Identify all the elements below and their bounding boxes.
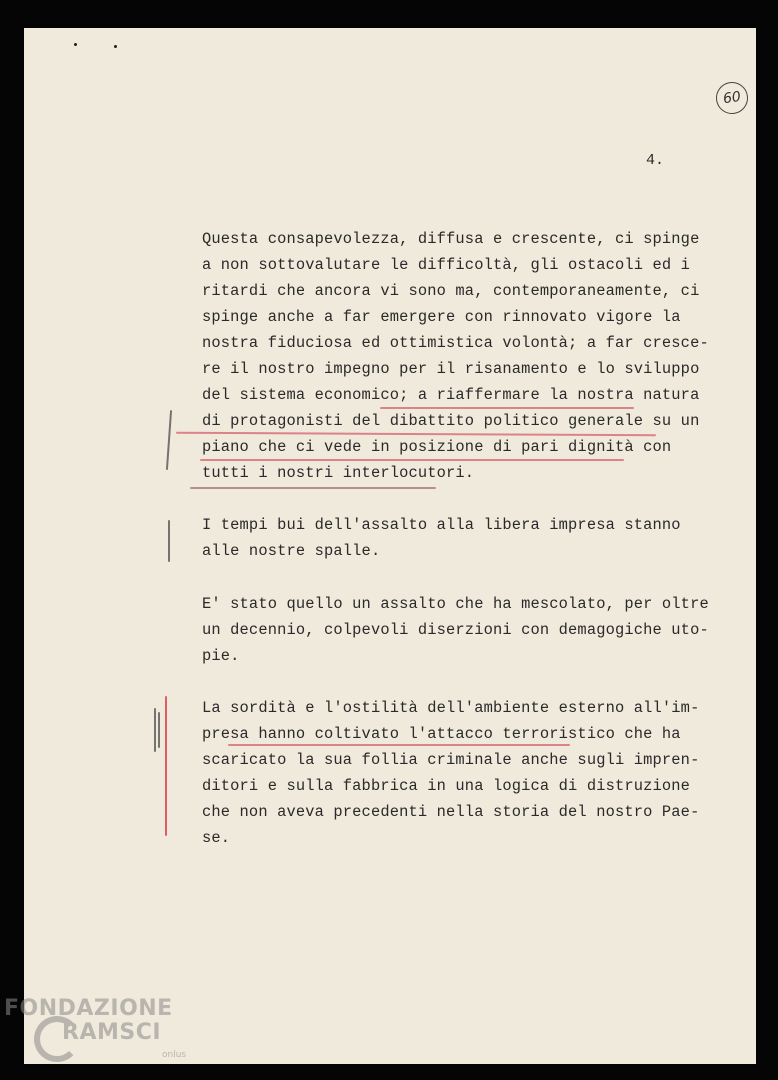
red-underline (200, 459, 624, 461)
pencil-margin-mark (168, 520, 170, 562)
text-line: un decennio, colpevoli diserzioni con demagogiche uto- (202, 621, 709, 639)
text-line: presa hanno coltivato l'attacco terroristico che ha (202, 725, 681, 743)
text-line: Questa consapevolezza, diffusa e crescente, ci spinge (202, 230, 700, 248)
red-margin-line (165, 696, 167, 836)
pencil-margin-mark (154, 708, 156, 752)
watermark-line2: RAMSCI (62, 1020, 162, 1045)
text-line: E' stato quello un assalto che ha mescolato, per oltre (202, 595, 709, 613)
text-line: di protagonisti del dibattito politico generale su un (202, 412, 700, 430)
paper-speck (114, 45, 117, 48)
text-line: La sordità e l'ostilità dell'ambiente esterno all'im- (202, 699, 700, 717)
text-line: re il nostro impegno per il risanamento e lo sviluppo (202, 360, 700, 378)
red-underline (176, 432, 656, 437)
text-line: I tempi bui dell'assalto alla libera impresa stanno (202, 516, 681, 534)
red-underline (228, 744, 570, 746)
pencil-margin-mark (166, 410, 172, 470)
text-line: tutti i nostri interlocutori. (202, 464, 475, 482)
text-line: ritardi che ancora vi sono ma, contemporaneamente, ci (202, 282, 700, 300)
text-line: ditori e sulla fabbrica in una logica di distruzione (202, 777, 691, 795)
text-line: del sistema economico; a riaffermare la nostra natura (202, 386, 700, 404)
watermark-line3: onlus (162, 1050, 187, 1060)
page-number: 4. (646, 152, 665, 169)
text-line: che non aveva precedenti nella storia del nostro Pae- (202, 803, 700, 821)
text-line: alle nostre spalle. (202, 542, 381, 560)
text-line: scaricato la sua follia criminale anche sugli impren- (202, 751, 700, 769)
red-underline (380, 407, 634, 409)
text-line: se. (202, 829, 231, 847)
archive-number-stamp: 60 (714, 80, 750, 116)
text-line: nostra fiduciosa ed ottimistica volontà; a far cresce- (202, 334, 709, 352)
paper-speck (74, 43, 77, 46)
text-line: pie. (202, 647, 240, 665)
fondazione-gramsci-watermark (4, 996, 204, 1076)
document-page (24, 28, 756, 1064)
red-underline (190, 487, 436, 489)
pencil-margin-mark (158, 712, 160, 748)
watermark-line1: FONDAZIONE (4, 996, 173, 1021)
text-line: piano che ci vede in posizione di pari dignità con (202, 438, 672, 456)
text-line: spinge anche a far emergere con rinnovato vigore la (202, 308, 681, 326)
text-line: a non sottovalutare le difficoltà, gli ostacoli ed i (202, 256, 691, 274)
